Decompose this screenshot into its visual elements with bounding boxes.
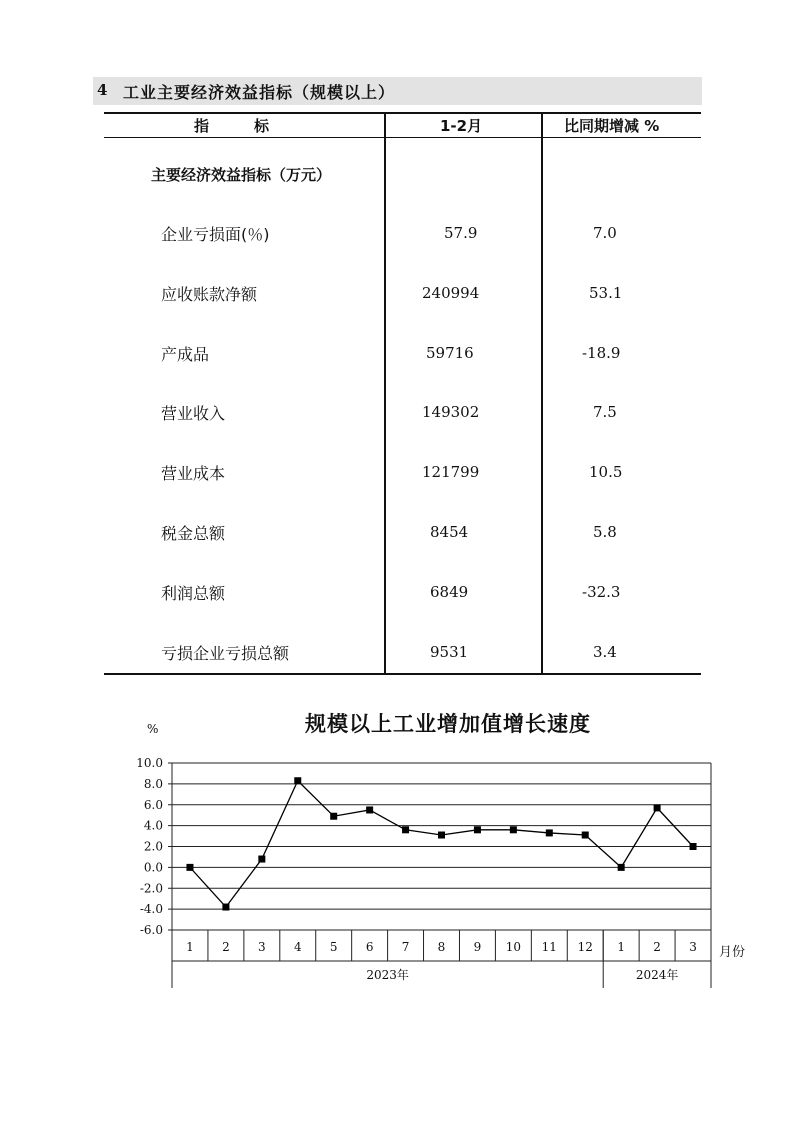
row-change: 53.1 (589, 284, 623, 302)
x-tick-label: 6 (365, 940, 374, 954)
row-change: 7.5 (593, 403, 617, 421)
row-label: 亏损企业亏损总额 (161, 644, 290, 663)
row-label: 企业亏损面(％) (161, 225, 270, 244)
x-tick-label: 3 (258, 940, 266, 954)
y-tick-label: -2.0 (139, 881, 163, 896)
x-tick-label: 3 (689, 940, 697, 954)
table-bottom-rule (104, 673, 701, 675)
row-label: 营业收入 (161, 404, 226, 423)
x-tick-label: 8 (437, 940, 446, 954)
table-header-rule (104, 137, 701, 138)
data-point (186, 864, 193, 871)
economic-indicators-table (104, 112, 701, 675)
y-tick-label: -6.0 (139, 923, 163, 937)
data-point (222, 904, 229, 911)
data-point (258, 856, 265, 863)
row-value: 121799 (422, 463, 480, 481)
table-top-rule (104, 112, 701, 114)
row-change: 10.5 (589, 463, 623, 481)
y-tick-label: -4.0 (139, 902, 163, 917)
row-value: 8454 (430, 523, 469, 541)
row-change: -32.3 (582, 583, 621, 601)
row-label: 税金总额 (161, 524, 226, 543)
y-tick-label: 8.0 (143, 776, 163, 791)
table-column-divider (384, 112, 386, 675)
row-change: 3.4 (593, 643, 617, 661)
row-value: 240994 (422, 284, 480, 302)
row-label: 营业成本 (161, 464, 226, 483)
row-label: 应收账款净额 (161, 285, 258, 304)
data-point (330, 813, 337, 820)
x-tick-label: 10 (505, 940, 522, 954)
y-axis-unit: % (147, 722, 159, 736)
row-value: 9531 (430, 643, 469, 661)
header-change: 比同期增减 % (564, 117, 660, 135)
data-point (582, 832, 589, 839)
series-line (190, 781, 693, 907)
row-change: 7.0 (593, 224, 617, 242)
row-change: 5.8 (593, 523, 617, 541)
x-tick-label: 12 (577, 940, 593, 954)
x-tick-label: 2 (222, 940, 230, 954)
x-tick-label: 11 (541, 940, 557, 954)
x-tick-label: 7 (401, 940, 410, 954)
x-group-label: 2024年 (635, 968, 679, 982)
x-tick-label: 1 (186, 940, 194, 954)
data-point (510, 826, 517, 833)
data-point (474, 826, 481, 833)
x-axis-label: 月份 (719, 945, 746, 960)
x-group-label: 2023年 (366, 968, 409, 982)
y-tick-label: 4.0 (143, 818, 163, 833)
chart-title: 规模以上工业增加值增长速度 (305, 712, 591, 736)
x-tick-label: 1 (617, 940, 625, 954)
header-period: 1-2月 (440, 117, 483, 135)
data-point (618, 864, 625, 871)
x-tick-label: 4 (293, 940, 302, 954)
data-point (654, 804, 661, 811)
row-label: 产成品 (161, 345, 210, 364)
row-value: 6849 (430, 583, 469, 601)
section-number: 4 (97, 81, 108, 99)
row-value: 59716 (426, 344, 474, 362)
data-point (690, 843, 697, 850)
data-point (438, 832, 445, 839)
x-tick-label: 5 (329, 940, 338, 954)
row-value: 149302 (422, 403, 480, 421)
row-value: 57.9 (444, 224, 478, 242)
data-point (402, 826, 409, 833)
x-tick-label: 9 (473, 940, 482, 954)
table-column-divider (541, 112, 543, 675)
data-point (546, 829, 553, 836)
row-change: -18.9 (582, 344, 621, 362)
data-point (294, 777, 301, 784)
row-label: 利润总额 (161, 584, 226, 603)
table-subheading: 主要经济效益指标（万元） (151, 166, 332, 184)
y-tick-label: 2.0 (143, 839, 163, 854)
y-tick-label: 0.0 (143, 860, 163, 875)
y-tick-label: 10.0 (136, 756, 163, 770)
x-tick-label: 2 (653, 940, 661, 954)
header-indicator: 指 标 (194, 117, 270, 135)
section-header (93, 77, 702, 105)
section-title: 工业主要经济效益指标（规模以上） (123, 83, 396, 102)
data-point (366, 806, 373, 813)
y-tick-label: 6.0 (143, 797, 163, 812)
